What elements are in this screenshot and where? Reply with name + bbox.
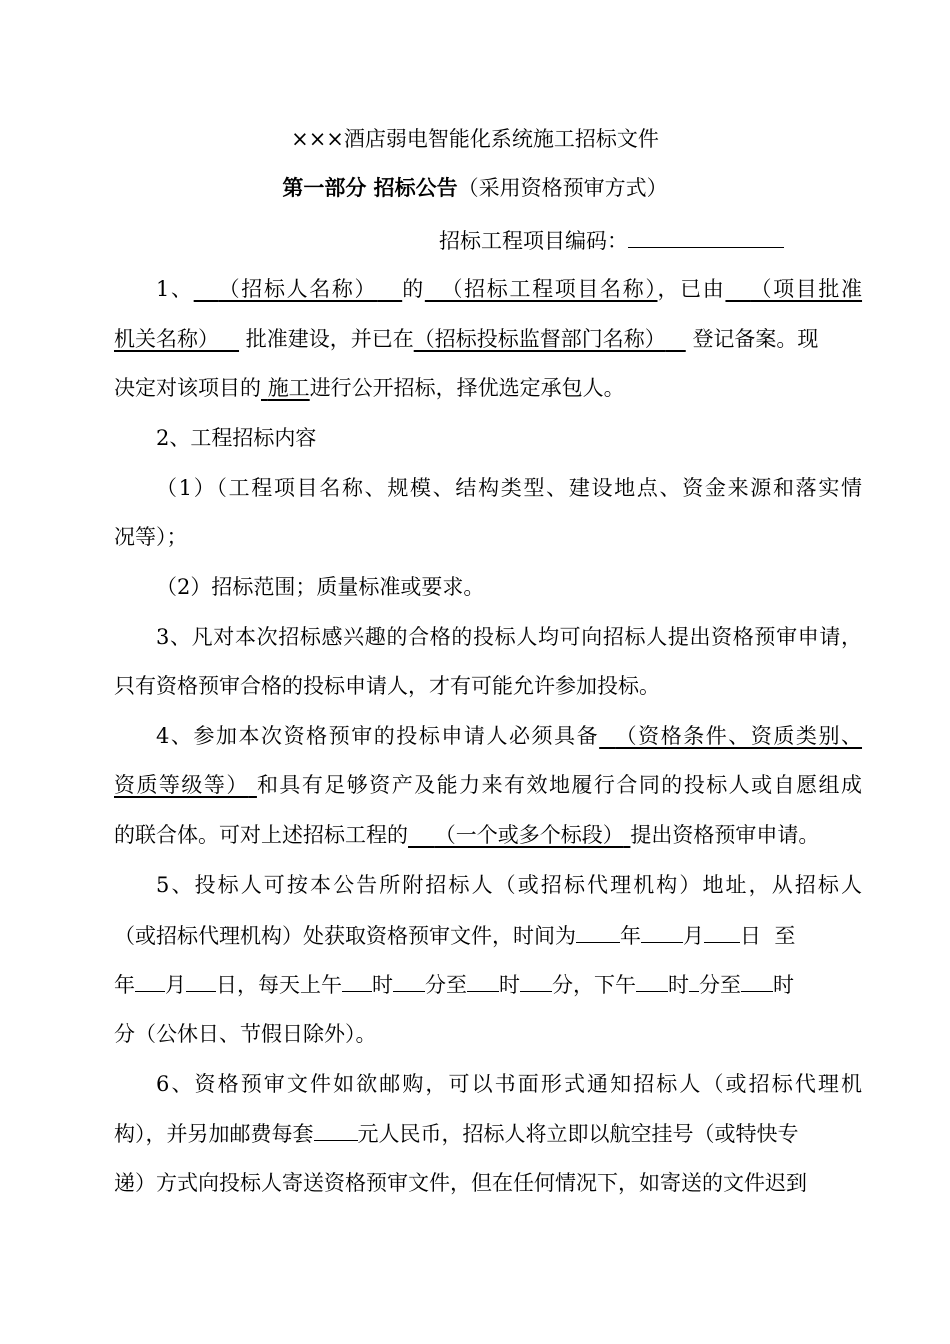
construction-field: 施工 <box>267 376 310 400</box>
p5-min-to1: 分至 <box>425 973 467 997</box>
p2-heading <box>114 423 904 453</box>
p6-line2 <box>114 1118 862 1148</box>
p5-year: 年 <box>620 924 641 948</box>
sections-field: （一个或多个标段） <box>434 823 624 847</box>
p5-b: （或招标代理机构）处获取资格预审文件，时间为 <box>114 924 576 948</box>
p2-item1-line1 <box>156 473 862 503</box>
p4-a: 4、参加本次资格预审的投标申请人必须具备 <box>156 724 600 748</box>
p3-a: 3、凡对本次招标感兴趣的合格的投标人均可向招标人提出资格预审申请， <box>156 625 862 649</box>
approver-field-b: 机关名称） <box>114 327 219 351</box>
p4-line1 <box>156 721 862 751</box>
p1-approved: 批准建设，并已在 <box>245 327 414 351</box>
project-code-blank <box>628 225 784 248</box>
p5-line1 <box>156 870 862 900</box>
p4-d: 提出资格预审申请。 <box>630 823 820 847</box>
p2-item1-b: 况等）； <box>114 525 188 549</box>
p6-a: 6、资格预审文件如欲邮购，可以书面形式通知招标人（或招标代理机 <box>156 1072 862 1096</box>
p5-to: 至 <box>774 924 796 948</box>
p5-day: 日 <box>740 924 761 948</box>
day-blank <box>704 920 740 943</box>
p1-de: 的 <box>402 277 425 301</box>
p5-afternoon: 分，下午 <box>552 973 636 997</box>
p5-line2 <box>114 920 862 950</box>
p5-a: 5、投标人可按本公告所附招标人（或招标代理机构）地址，从招标人 <box>156 873 862 897</box>
p6-b2: 元人民币，招标人将立即以航空挂号（或特快专 <box>357 1122 799 1146</box>
p5-daily: 日，每天上午 <box>216 973 342 997</box>
p2-item2-text: （2）招标范围；质量标准或要求。 <box>156 575 485 599</box>
p1-line1 <box>114 274 862 304</box>
qualification-field-b: 资质等级等） <box>114 773 249 797</box>
project-code-label: 招标工程项目编码： <box>439 229 628 253</box>
p4-b: 和具有足够资产及能力来有效地履行合同的投标人或自愿组成 <box>256 773 862 797</box>
month-blank <box>641 920 683 943</box>
p6-line3 <box>114 1168 862 1198</box>
p5-hour1: 时 <box>372 973 393 997</box>
p5-month2: 月 <box>165 973 186 997</box>
title-text: ×××酒店弱电智能化系统施工招标文件 <box>291 127 659 151</box>
postage-blank <box>314 1118 358 1141</box>
project-name-field: （招标工程项目名称） <box>441 277 658 301</box>
p1-line2 <box>114 324 862 354</box>
p4-c: 的联合体。可对上述招标工程的 <box>114 823 408 847</box>
part-heading <box>0 173 950 203</box>
p2-item1-a: （1）（工程项目名称、规模、结构类型、建设地点、资金来源和落实情 <box>156 476 862 500</box>
qualification-field-a: （资格条件、资质类别、 <box>615 724 863 748</box>
p5-month: 月 <box>683 924 704 948</box>
p2-item1-line2 <box>114 522 862 552</box>
p2-item2 <box>156 572 904 602</box>
p5-line3 <box>114 969 862 999</box>
project-code-row <box>439 225 839 255</box>
p5-line4 <box>114 1019 862 1049</box>
p6-c: 递）方式向投标人寄送资格预审文件，但在任何情况下，如寄送的文件迟到 <box>114 1171 807 1195</box>
document-title <box>0 124 950 154</box>
p5-d: 分（公休日、节假日除外）。 <box>114 1022 377 1046</box>
p1-line3 <box>114 373 862 403</box>
p1-line3-a: 决定对该项目的 <box>114 376 261 400</box>
p1-yiyou: ，已由 <box>657 277 726 301</box>
supervisor-field: （招标投标监督部门名称） <box>413 327 666 351</box>
p1-number: 1、 <box>156 277 194 301</box>
p4-line2 <box>114 770 862 800</box>
p6-line1 <box>156 1069 862 1099</box>
p3-line2 <box>114 671 862 701</box>
p1-line3-b: 进行公开招标，择优选定承包人。 <box>309 376 625 400</box>
tenderer-field: （招标人名称） <box>218 277 378 301</box>
p5-hour2: 时 <box>499 973 520 997</box>
p3-line1 <box>156 622 862 652</box>
approver-field-a: （项目批准 <box>750 277 863 301</box>
p6-b1: 构），并另加邮费每套 <box>114 1122 314 1146</box>
p5-hour4: 时 <box>773 973 794 997</box>
p5-min-to2: 分至 <box>699 973 741 997</box>
p5-year2: 年 <box>114 973 135 997</box>
part-heading-normal: （采用资格预审方式） <box>457 176 668 200</box>
p3-b: 只有资格预审合格的投标申请人，才有可能允许参加投标。 <box>114 674 660 698</box>
p1-registered: 登记备案。现 <box>692 327 819 351</box>
year-blank <box>576 920 620 943</box>
p2-text: 2、工程招标内容 <box>156 426 317 450</box>
p4-line3 <box>114 820 862 850</box>
part-heading-bold: 第一部分 招标公告 <box>282 175 458 200</box>
p5-hour3: 时 <box>668 973 689 997</box>
